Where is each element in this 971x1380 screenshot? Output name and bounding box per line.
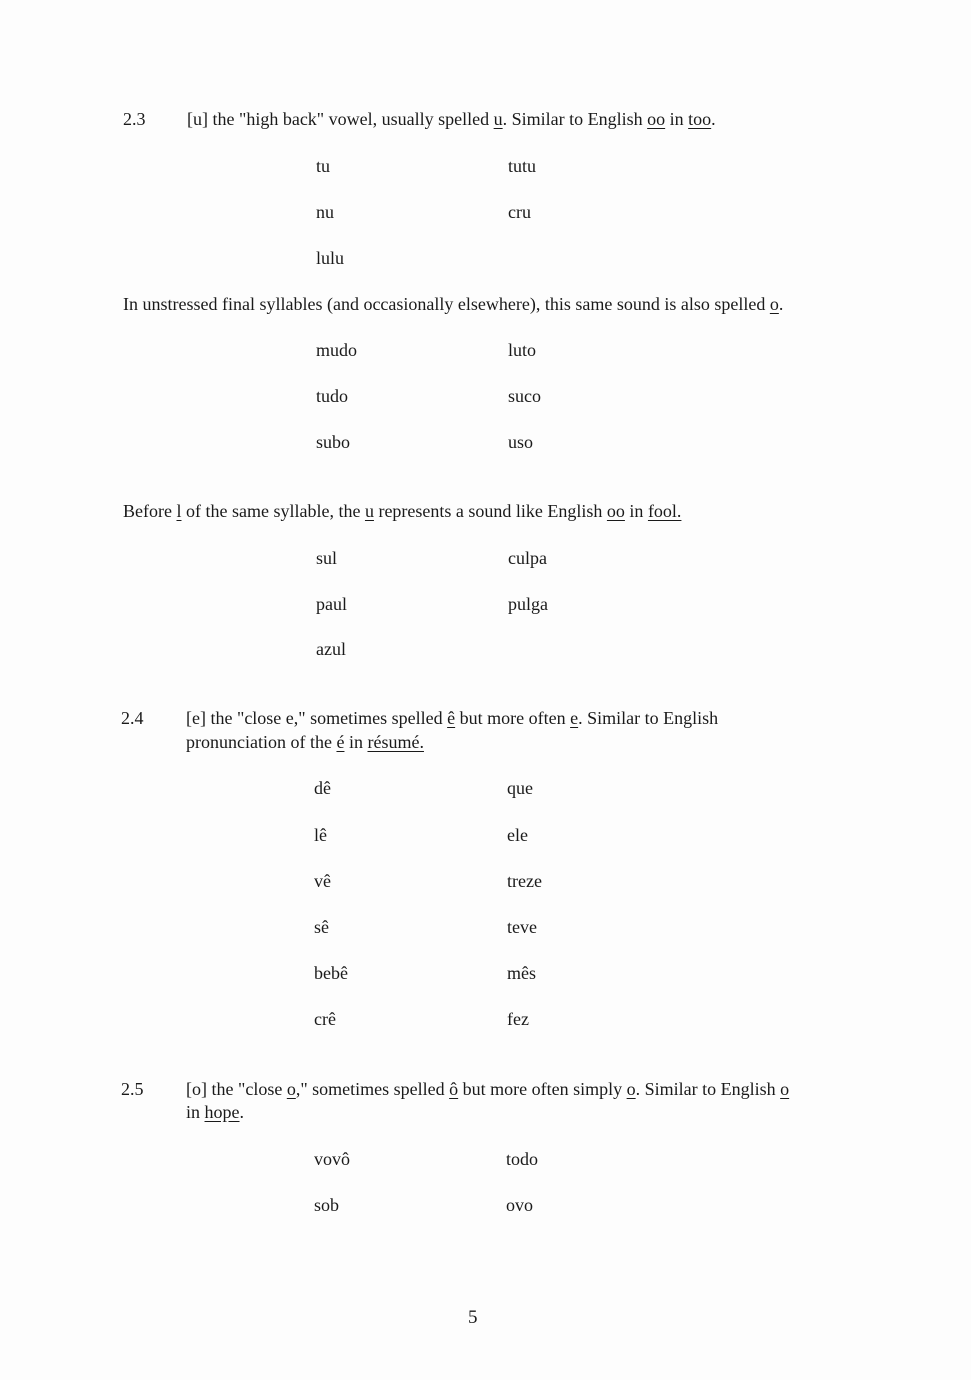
example-word: vovô (314, 1149, 350, 1169)
example-word: uso (508, 432, 534, 452)
underlined-text: hope (204, 1102, 240, 1122)
example-word: vê (314, 871, 331, 891)
example-word: tudo (316, 386, 349, 406)
text-run: but more often (455, 708, 571, 728)
paragraph-unstressed (123, 293, 783, 315)
example-word: lulu (316, 248, 345, 268)
underlined-text: u (364, 501, 374, 521)
example-word: paul (316, 594, 347, 614)
example-word: luto (508, 340, 537, 360)
underlined-text: résumé. (367, 732, 424, 752)
underlined-text: fool. (647, 501, 682, 521)
underlined-text: oo (647, 109, 666, 129)
example-word: crê (314, 1009, 336, 1029)
example-word: pulga (508, 594, 548, 614)
example-word: lê (314, 825, 327, 845)
example-word: tu (316, 156, 331, 176)
text-run: . Similar to English (502, 109, 648, 129)
text-run: Before (123, 501, 177, 521)
underlined-text: o (626, 1079, 636, 1099)
example-word: que (507, 778, 533, 798)
example-word: azul (316, 639, 346, 659)
example-word: tutu (508, 156, 537, 176)
section-2-5-heading-line1 (186, 1078, 789, 1100)
paragraph-before-l (123, 500, 681, 522)
underlined-text: ô (449, 1079, 459, 1099)
example-word: fez (507, 1009, 529, 1029)
example-word: teve (507, 917, 537, 937)
section-2-3-heading (187, 108, 716, 130)
example-word: dê (314, 778, 331, 798)
underlined-text: l (176, 501, 182, 521)
underlined-text: oo (606, 501, 625, 521)
text-run: in (624, 501, 648, 521)
text-run: [e] the "close e," sometimes spelled (186, 708, 448, 728)
example-word: culpa (508, 548, 547, 568)
text-run: In unstressed final syllables (and occasionally elsewhere), this same sound is also spelled (123, 294, 770, 314)
text-run: but more often simply (458, 1079, 627, 1099)
text-run: [o] the "close (186, 1079, 287, 1099)
underlined-text: e (570, 708, 579, 728)
text-run: [u] the "high back" vowel, usually spelled (187, 109, 494, 129)
text-run: represents a sound like English (373, 501, 607, 521)
section-number-2-3: 2.3 (123, 109, 146, 129)
section-2-4-heading-line2 (186, 731, 424, 753)
section-2-5-heading-line2 (186, 1101, 244, 1123)
underlined-text: too (688, 109, 712, 129)
section-number-2-4: 2.4 (121, 708, 144, 728)
text-run: . (239, 1102, 245, 1122)
example-word: cru (508, 202, 531, 222)
text-run: ," sometimes spelled (295, 1079, 450, 1099)
underlined-text: o (286, 1079, 296, 1099)
example-word: mês (507, 963, 536, 983)
example-word: sob (314, 1195, 340, 1215)
example-word: bebê (314, 963, 348, 983)
text-run: . (711, 109, 716, 129)
underlined-text: o (769, 294, 779, 314)
example-word: treze (507, 871, 542, 891)
section-number-2-5: 2.5 (121, 1079, 144, 1099)
underlined-text: o (780, 1079, 790, 1099)
text-run: in (344, 732, 368, 752)
text-run: . Similar to English (635, 1079, 781, 1099)
example-word: sê (314, 917, 329, 937)
text-run: . Similar to English (578, 708, 719, 728)
page-number: 5 (468, 1307, 478, 1328)
text-run: of the same syllable, the (181, 501, 365, 521)
example-word: sul (316, 548, 338, 568)
example-word: ele (507, 825, 528, 845)
text-run: in (186, 1102, 205, 1122)
text-run: . (778, 294, 784, 314)
example-word: nu (316, 202, 334, 222)
example-word: todo (506, 1149, 539, 1169)
underlined-text: ê (447, 708, 456, 728)
text-run: pronunciation of the (186, 732, 337, 752)
example-word: ovo (506, 1195, 533, 1215)
underlined-text: é (336, 732, 345, 752)
text-run: in (665, 109, 689, 129)
underlined-text: u (493, 109, 503, 129)
example-word: suco (508, 386, 541, 406)
example-word: mudo (316, 340, 358, 360)
example-word: subo (316, 432, 351, 452)
section-2-4-heading-line1 (186, 707, 718, 729)
